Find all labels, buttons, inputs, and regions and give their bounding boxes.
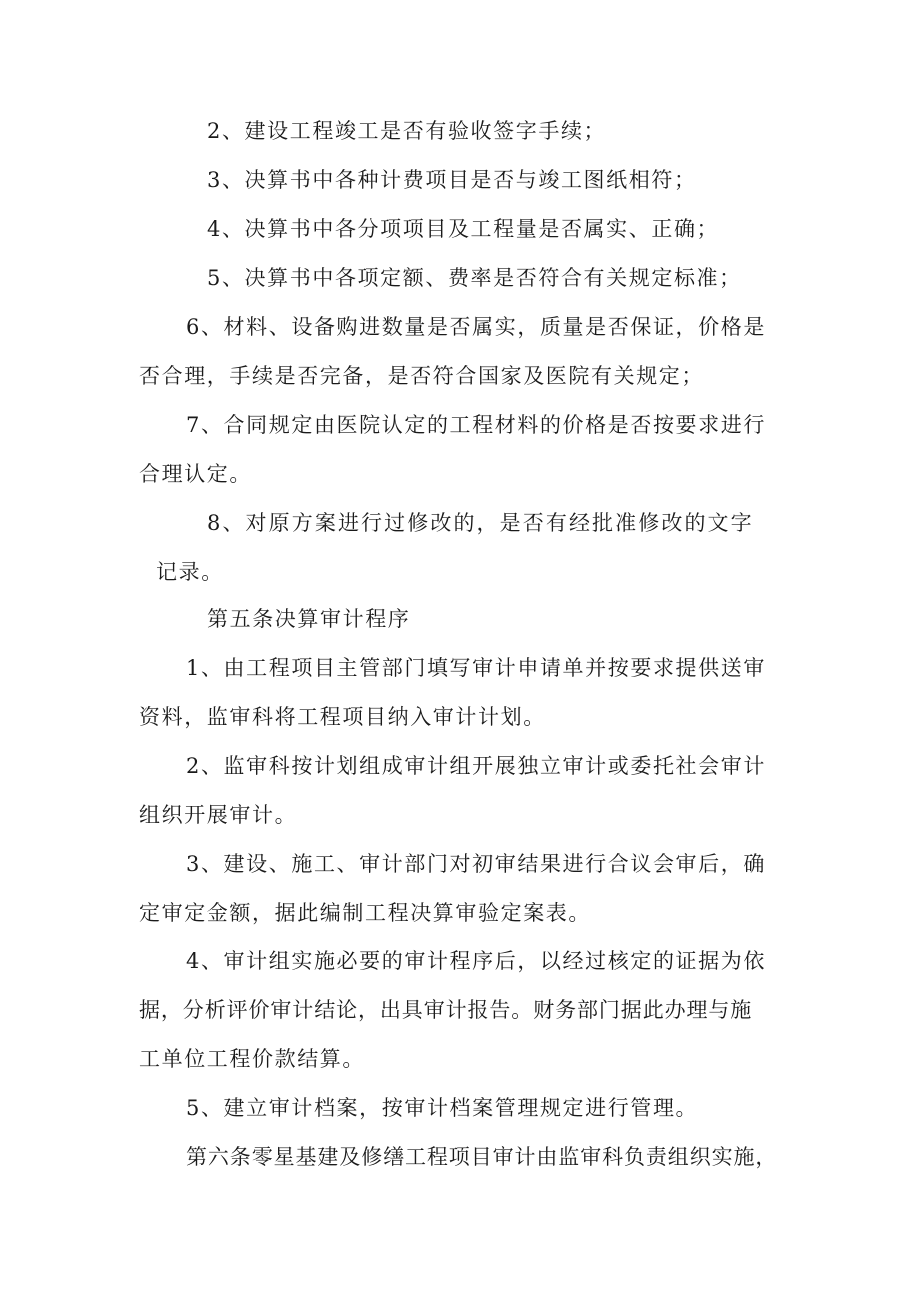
item-7-contract-line-2: 合理认定。 bbox=[139, 462, 252, 486]
article-6-line-1: 第六条零星基建及修缮工程项目审计由监审科负责组织实施， bbox=[186, 1145, 778, 1169]
step-4-line-2: 据，分析评价审计结论，出具审计报告。财务部门据此办理与施 bbox=[139, 998, 753, 1022]
item-7-contract-line-1: 7、合同规定由医院认定的工程材料的价格是否按要求进行 bbox=[186, 413, 766, 437]
step-1-line-1: 1、由工程项目主管部门填写审计申请单并按要求提供送审 bbox=[186, 656, 766, 680]
step-4-line-3: 工单位工程价款结算。 bbox=[139, 1047, 365, 1071]
step-2-line-1: 2、监审科按计划组成审计组开展独立审计或委托社会审计 bbox=[186, 754, 766, 778]
step-3-line-1: 3、建设、施工、审计部门对初审结果进行合议会审后，确 bbox=[186, 852, 766, 876]
article-5-heading: 第五条决算审计程序 bbox=[207, 607, 411, 631]
item-4-quantities: 4、决算书中各分项项目及工程量是否属实、正确； bbox=[207, 217, 720, 241]
item-5-quotas-rates: 5、决算书中各项定额、费率是否符合有关规定标准； bbox=[207, 266, 742, 290]
item-6-materials-line-2: 否合理，手续是否完备，是否符合国家及医院有关规定； bbox=[139, 364, 704, 388]
item-8-revision-line-2: 记录。 bbox=[156, 560, 224, 584]
step-1-line-2: 资料，监审科将工程项目纳入审计计划。 bbox=[139, 705, 546, 729]
step-4-line-1: 4、审计组实施必要的审计程序后，以经过核定的证据为依 bbox=[186, 949, 766, 973]
step-2-line-2: 组织开展审计。 bbox=[139, 803, 298, 827]
step-5-archive: 5、建立审计档案，按审计档案管理规定进行管理。 bbox=[186, 1096, 699, 1120]
item-8-revision-line-1: 8、对原方案进行过修改的，是否有经批准修改的文字 bbox=[207, 511, 754, 535]
item-6-materials-line-1: 6、材料、设备购进数量是否属实，质量是否保证，价格是 bbox=[186, 315, 766, 339]
item-3-fee-items: 3、决算书中各种计费项目是否与竣工图纸相符； bbox=[207, 168, 697, 192]
step-3-line-2: 定审定金额，据此编制工程决算审验定案表。 bbox=[139, 901, 591, 925]
item-2-completion-signature: 2、建设工程竣工是否有验收签字手续； bbox=[207, 119, 607, 143]
